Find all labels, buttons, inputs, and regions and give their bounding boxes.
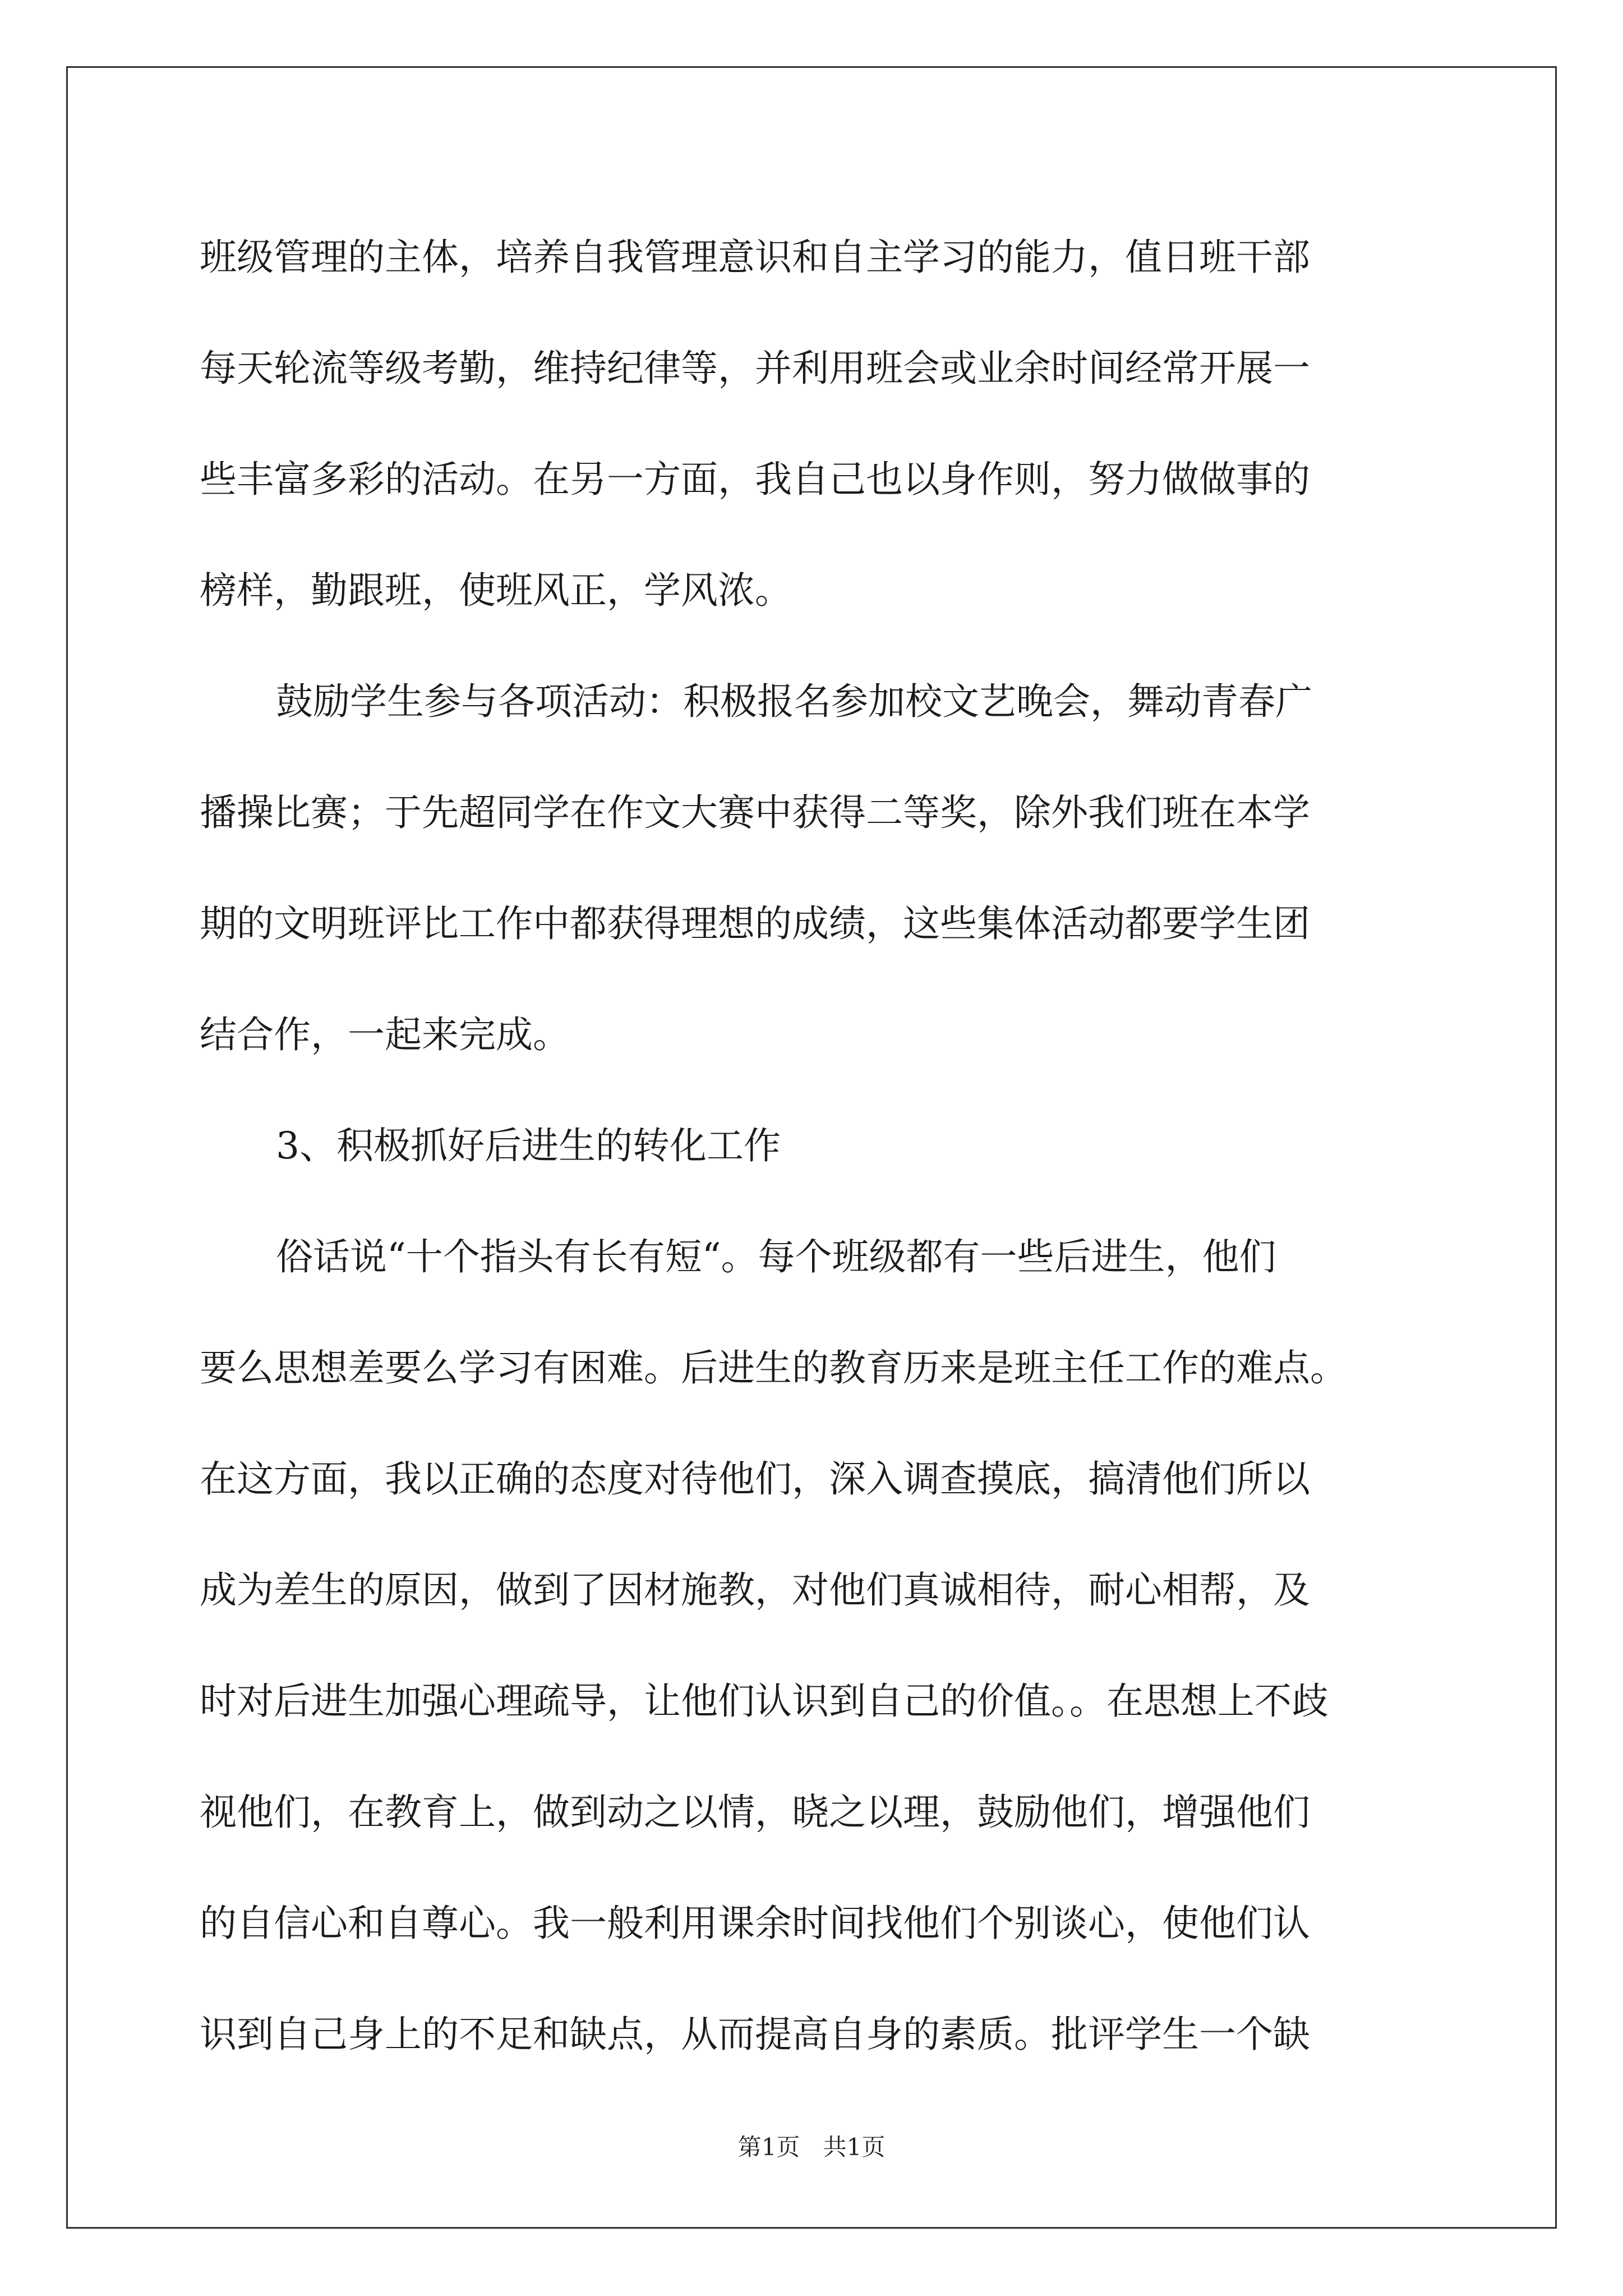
section-heading: 3、积极抓好后进生的转化工作 — [276, 1124, 781, 1167]
text-line: 榜样，勤跟班，使班风正，学风浓。 — [200, 569, 792, 612]
text-line: 的自信心和自尊心。我一般利用课余时间找他们个别谈心，使他们认 — [200, 1902, 1310, 1945]
text-line: 时对后进生加强心理疏导，让他们认识到自己的价值。。在思想上不歧 — [200, 1680, 1329, 1723]
page-number-current: 第1页 — [737, 2133, 800, 2161]
text-line: 结合作，一起来完成。 — [200, 1013, 570, 1056]
text-line: 在这方面，我以正确的态度对待他们，深入调查摸底，搞清他们所以 — [200, 1457, 1310, 1501]
page-number-total: 共1页 — [823, 2133, 886, 2161]
document-body — [200, 202, 1428, 2090]
text-line: 俗话说“十个指头有长有短“。每个班级都有一些后进生，他们 — [276, 1235, 1276, 1278]
text-line: 视他们，在教育上，做到动之以情，晓之以理，鼓励他们，增强他们 — [200, 1791, 1310, 1834]
text-line: 播操比赛；于先超同学在作文大赛中获得二等奖，除外我们班在本学 — [200, 791, 1310, 834]
text-line: 每天轮流等级考勤，维持纪律等，并利用班会或业余时间经常开展一 — [200, 347, 1310, 390]
text-line: 些丰富多彩的活动。在另一方面，我自己也以身作则，努力做做事的 — [200, 458, 1310, 501]
text-line: 班级管理的主体，培养自我管理意识和自主学习的能力，值日班干部 — [200, 236, 1310, 279]
text-line: 识到自己身上的不足和缺点，从而提高自身的素质。批评学生一个缺 — [200, 2013, 1310, 2056]
text-line: 鼓励学生参与各项活动：积极报名参加校文艺晚会，舞动青春广 — [276, 680, 1312, 723]
page-footer — [0, 2131, 1623, 2164]
text-line: 期的文明班评比工作中都获得理想的成绩，这些集体活动都要学生团 — [200, 902, 1310, 945]
text-line: 成为差生的原因，做到了因材施教，对他们真诚相待，耐心相帮，及 — [200, 1568, 1310, 1612]
text-line: 要么思想差要么学习有困难。后进生的教育历来是班主任工作的难点。 — [200, 1346, 1347, 1389]
